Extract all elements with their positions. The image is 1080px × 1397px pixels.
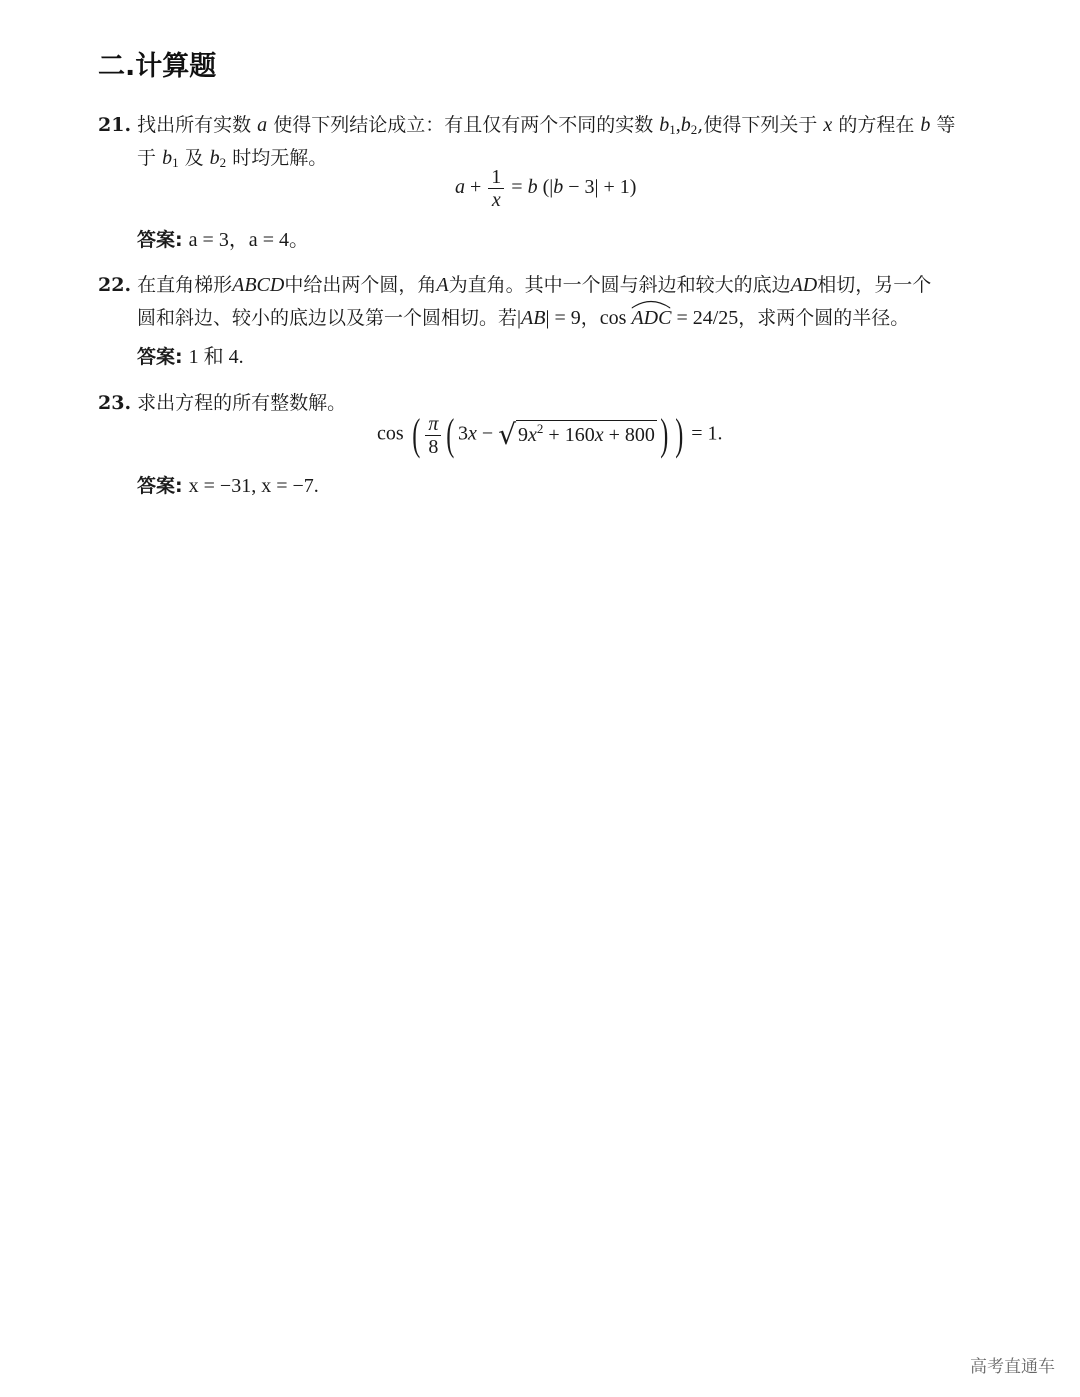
problem-23-equation: cos ( $\frac{\pi}{8}$ ( 3x − √ $9x^2 + 160x + 800$ ) ) = 1.: [377, 410, 723, 459]
problem-22-line-1: 22. 在直角梯形ABCD中给出两个圆，角A为直角。其中一个圆与斜边和较大的底边AD相切，另一个: [98, 274, 932, 296]
problem-21-text-3: ,使得下列关于: [697, 114, 818, 136]
section-title: 二.计算题: [98, 51, 217, 82]
problem-22-text-5: 圆和斜边、较小的底边以及第一个圆相切。若: [137, 307, 518, 329]
problem-21-answer-value: a = 3，a = 4。: [188, 229, 309, 251]
problem-21-line-2: 于 $b_1$ 及 $b_2$ 时均无解。: [137, 147, 328, 170]
problem-22-text-4: 相切，另一个: [817, 274, 932, 296]
problem-23-answer: [137, 474, 319, 498]
problem-21-text-7: 及: [184, 147, 204, 169]
problem-22-text-1: 在直角梯形: [137, 274, 233, 296]
problem-21-text-5: 等: [936, 114, 956, 136]
problem-21-answer-label: 答案:: [137, 229, 183, 251]
problem-21-text-4: 的方程在: [838, 114, 915, 136]
watermark-text: 高考直通车: [970, 1357, 1055, 1377]
problem-21-text-2: 使得下列结论成立：有且仅有两个不同的实数: [273, 114, 654, 136]
problem-23-answer-label: 答案:: [137, 475, 183, 497]
problem-22-text-2: 中给出两个圆，角: [284, 274, 437, 296]
problem-21-equation: a + $\frac{1}{x}$ = b (|b − 3| + 1): [455, 166, 637, 211]
problem-21-number: 21.: [98, 114, 132, 136]
problem-22-number: 22.: [98, 274, 132, 296]
problem-23-number: 23.: [98, 392, 132, 414]
problem-23-answer-value: x = −31, x = −7.: [188, 475, 319, 497]
problem-22-text-6: ，: [580, 307, 600, 329]
problem-21-answer: [137, 228, 309, 252]
problem-22-text-3: 为直角。其中一个圆与斜边和较大的底边: [448, 274, 791, 296]
problem-21-text-8: 时均无解。: [232, 147, 328, 169]
problem-22-answer-value: 1 和 4.: [188, 346, 244, 368]
problem-23-line-1: [98, 391, 346, 415]
problem-22-answer: [137, 345, 244, 369]
problem-22-text-7: ，求两个圆的半径。: [738, 307, 910, 329]
problem-21-line-1: 21. 找出所有实数 a 使得下列结论成立：有且仅有两个不同的实数 $b_1,b_2$,使得下列关于 x 的方程在 b 等: [98, 114, 956, 137]
problem-22-answer-label: 答案:: [137, 346, 183, 368]
problem-22-line-2: 圆和斜边、较小的底边以及第一个圆相切。若|AB| = 9，cos ADC = 24/25，求两个圆的半径。: [137, 306, 909, 330]
problem-23-text-1: 求出方程的所有整数解。: [137, 392, 347, 414]
problem-21-text-1: 找出所有实数: [137, 114, 252, 136]
problem-21-text-6: 于: [137, 147, 157, 169]
